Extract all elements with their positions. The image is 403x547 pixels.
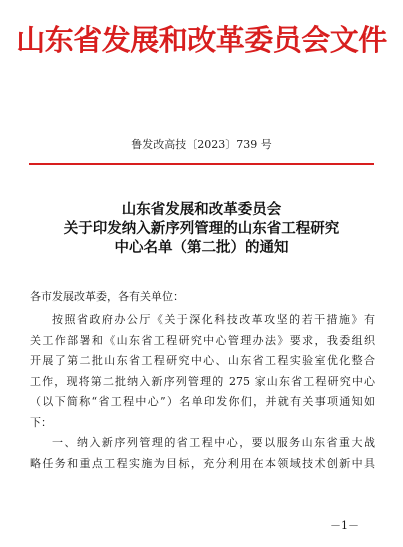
body-line: 略任务和重点工程实施为目标，充分利用在本领域技术创新中具 [30,456,375,470]
body-line: 一、纳入新序列管理的省工程中心，要以服务山东省重大战 [52,436,375,449]
title-line-1: 山东省发展和改革委员会 [121,201,282,218]
body-line: 按照省政府办公厅《关于深化科技改革攻坚的若干措施》有 [52,313,375,326]
document-masthead: 山东省发展和改革委员会文件 [16,23,387,57]
document-title [0,200,403,257]
page-number: －1－ [330,519,359,532]
body-line: 开展了第二批山东省工程研究中心、山东省工程实验室优化整合 [30,354,375,367]
body-text [30,310,375,474]
body-line: 工作，现将第二批纳入新序列管理的 275 家山东省工程研究中心 [30,374,375,388]
body-line: 关工作部署和《山东省工程研究中心管理办法》要求，我委组织 [30,333,375,347]
red-divider-line [29,163,374,165]
salutation: 各市发展改革委，各有关单位： [30,290,184,303]
title-line-3: 中心名单（第二批）的通知 [114,239,289,256]
document-number: 鲁发改高技〔2023〕739 号 [131,138,272,151]
body-line: （以下简称“省工程中心”）名单印发你们，并就有关事项通知如 [30,395,375,408]
body-line: 下： [30,415,52,429]
title-line-2: 关于印发纳入新序列管理的山东省工程研究 [63,220,340,237]
